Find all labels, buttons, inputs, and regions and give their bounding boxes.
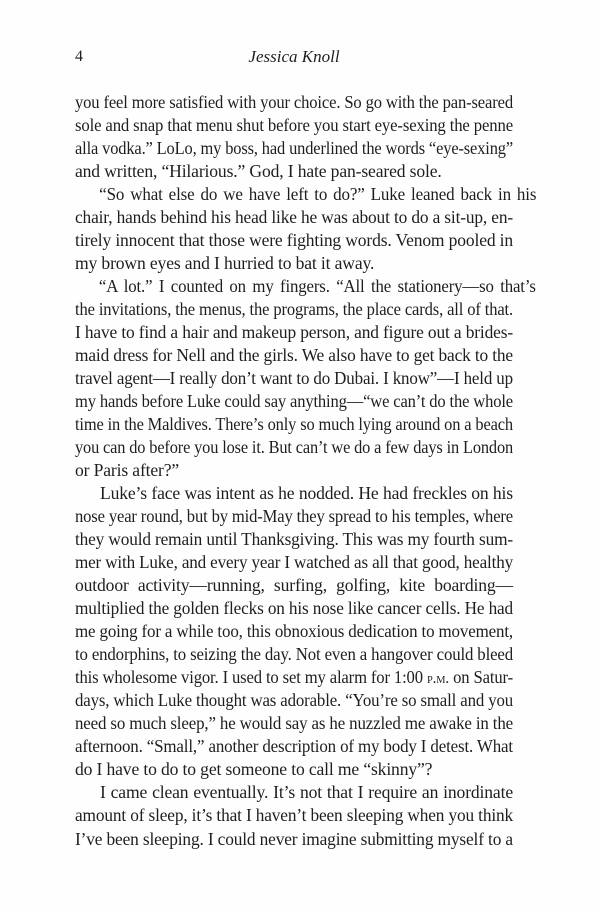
text-line: my hands before Luke could say anything—“we can’t do the whole <box>75 391 513 412</box>
paragraph <box>75 275 536 482</box>
text-line: me going for a while too, this obnoxious dedication to movement, <box>75 621 514 642</box>
text-line: time in the Maldives. There’s only so much lying around on a beach <box>75 414 514 435</box>
text-line: need so much sleep,” he would say as he nuzzled me awake in the <box>75 713 514 734</box>
text-line: outdoor activity—running, surfing, golfing, kite boarding— <box>75 575 513 596</box>
text-line: my brown eyes and I hurried to bat it away. <box>75 253 375 274</box>
text-line: sole and snap that menu shut before you start eye-sexing the penne <box>75 115 513 136</box>
paragraph <box>75 91 513 183</box>
paragraph <box>75 183 537 275</box>
text-line: maid dress for Nell and the girls. We also have to get back to the <box>75 345 513 366</box>
text-line: days, which Luke thought was adorable. “You’re so small and you <box>75 690 514 711</box>
text-line: tirely innocent that those were fighting words. Venom pooled in <box>75 230 514 251</box>
text-line: nose year round, but by mid-May they spread to his temples, where <box>75 506 514 527</box>
text-line: multiplied the golden flecks on his nose like cancer cells. He had <box>75 598 514 619</box>
text-line: amount of sleep, it’s that I haven’t been sleeping when you think <box>75 805 514 826</box>
body-text <box>75 91 537 851</box>
text-line: alla vodka.” LoLo, my boss, had underlined the words “eye-sexing” <box>75 138 514 159</box>
paragraph <box>75 781 513 850</box>
text-line: I have to find a hair and makeup person, and figure out a brides- <box>75 322 514 343</box>
text-line: “So what else do we have left to do?” Luke leaned back in his <box>99 184 537 205</box>
text-line: do I have to do to get someone to call me “skinny”? <box>75 759 433 780</box>
running-head-author: Jessica Knoll <box>248 47 340 66</box>
text-line: the invitations, the menus, the programs, the place cards, all of that. <box>75 299 514 320</box>
text-line: I’ve been sleeping. I could never imagine submitting myself to a <box>75 828 513 849</box>
text-line: mer with Luke, and every year I watched as all that good, healthy <box>75 552 513 573</box>
text-line: and written, “Hilarious.” God, I hate pan-seared sole. <box>75 161 442 182</box>
text-line: afternoon. “Small,” another description of my body I detest. What <box>75 736 513 757</box>
paragraph <box>75 482 513 781</box>
small-caps-time: p.m. <box>426 669 450 688</box>
text-line: travel agent—I really don’t want to do Dubai. I know”—I held up <box>75 368 513 389</box>
page-number: 4 <box>75 48 83 65</box>
text-fragment: on Satur- <box>449 667 513 688</box>
text-line <box>75 666 513 689</box>
text-line: to endorphins, to seizing the day. Not even a hangover could bleed <box>75 644 513 665</box>
text-line: I came clean eventually. It’s not that I require an inordinate <box>100 782 513 803</box>
text-line: or Paris after?” <box>75 460 180 481</box>
text-line: you can do before you lose it. But can’t we do a few days in London <box>75 437 514 458</box>
text-line: “A lot.” I counted on my fingers. “All the stationery—so that’s <box>98 276 536 297</box>
text-line: you feel more satisfied with your choice. So go with the pan-seared <box>75 92 513 112</box>
text-line: chair, hands behind his head like he was about to do a sit-up, en- <box>75 207 514 228</box>
running-head <box>75 46 513 68</box>
text-line: Luke’s face was intent as he nodded. He had freckles on his <box>100 483 513 504</box>
text-line: they would remain until Thanksgiving. This was my fourth sum- <box>75 529 513 550</box>
text-fragment: this wholesome vigor. I used to set my alarm for 1:00 <box>75 667 427 688</box>
